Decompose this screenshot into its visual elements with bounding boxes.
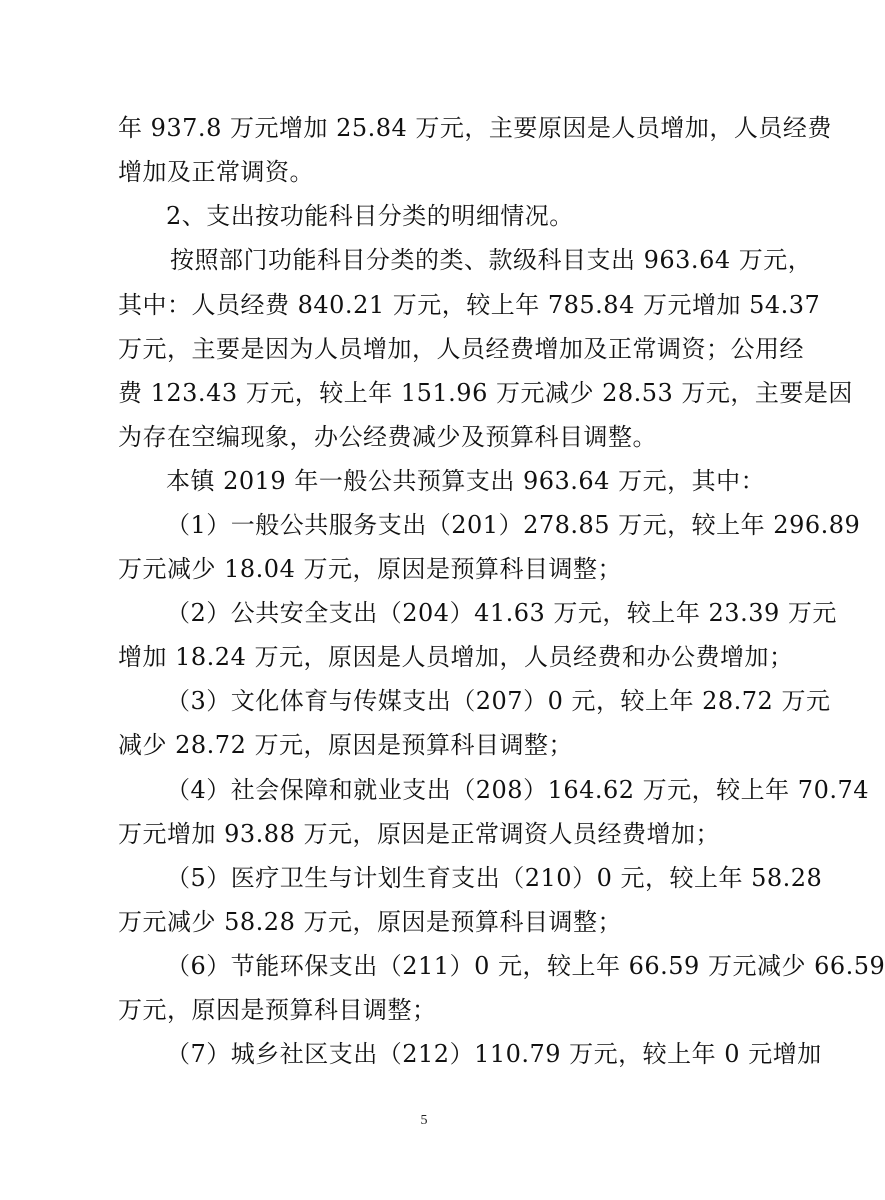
text-line: 本镇 2019 年一般公共预算支出 963.64 万元，其中：	[166, 467, 766, 495]
list-item-line: 万元减少 58.28 万元，原因是预算科目调整；	[118, 908, 622, 936]
list-item-line: （6）节能环保支出（211）0 元，较上年 66.59 万元减少 66.59	[166, 952, 885, 980]
list-item-line: （3）文化体育与传媒支出（207）0 元，较上年 28.72 万元	[166, 687, 831, 715]
list-item-line: 万元，原因是预算科目调整；	[118, 996, 437, 1024]
list-item-line: 减少 28.72 万元，原因是预算科目调整；	[118, 731, 573, 759]
page-number: 5	[420, 1113, 428, 1128]
text-line: 年 937.8 万元增加 25.84 万元，主要原因是人员增加，人员经费	[118, 114, 832, 142]
text-line: 为存在空编现象，办公经费减少及预算科目调整。	[118, 423, 657, 451]
list-item-line: （4）社会保障和就业支出（208）164.62 万元，较上年 70.74	[166, 776, 870, 804]
text-line: 费 123.43 万元，较上年 151.96 万元减少 28.53 万元，主要是因	[118, 379, 853, 407]
list-item-line: （5）医疗卫生与计划生育支出（210）0 元，较上年 58.28	[166, 864, 823, 892]
section-heading: 2、支出按功能科目分类的明细情况。	[166, 202, 574, 230]
list-item-line: 增加 18.24 万元，原因是人员增加，人员经费和办公费增加；	[118, 643, 794, 671]
list-item-line: （7）城乡社区支出（212）110.79 万元，较上年 0 元增加	[166, 1040, 822, 1068]
list-item-line: 万元增加 93.88 万元，原因是正常调资人员经费增加；	[118, 820, 720, 848]
list-item-line: （2）公共安全支出（204）41.63 万元，较上年 23.39 万元	[166, 599, 837, 627]
text-line: 万元，主要是因为人员增加，人员经费增加及正常调资；公用经	[118, 335, 804, 363]
list-item-line: 万元减少 18.04 万元，原因是预算科目调整；	[118, 555, 622, 583]
text-line: 增加及正常调资。	[118, 158, 314, 186]
text-line: 按照部门功能科目分类的类、款级科目支出 963.64 万元，	[170, 246, 813, 274]
list-item-line: （1）一般公共服务支出（201）278.85 万元，较上年 296.89	[166, 511, 861, 539]
text-line: 其中：人员经费 840.21 万元，较上年 785.84 万元增加 54.37	[118, 291, 821, 319]
